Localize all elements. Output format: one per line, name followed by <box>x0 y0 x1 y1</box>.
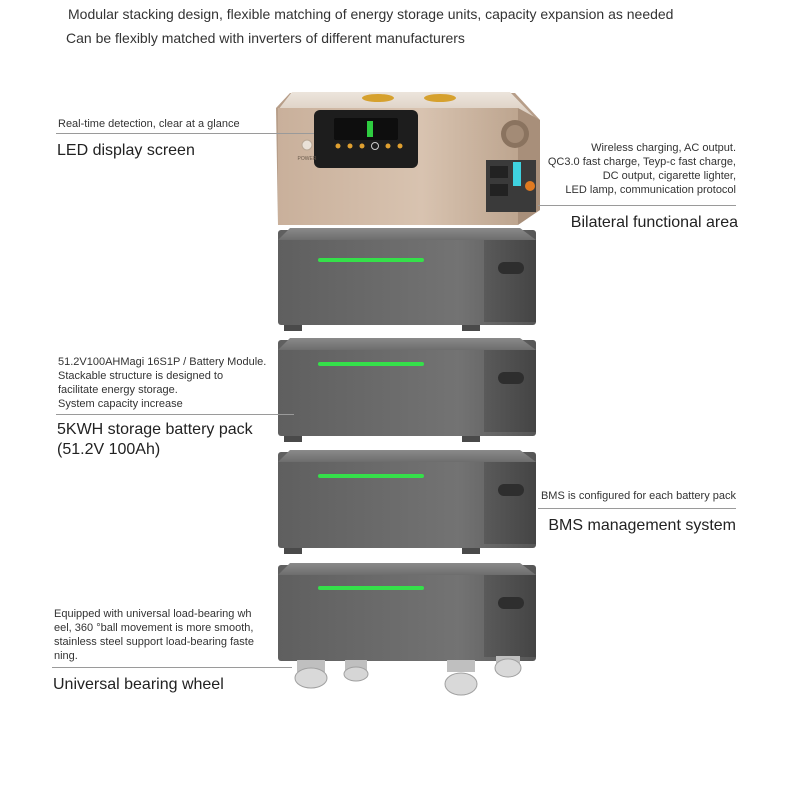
led-callout-detail: Real-time detection, clear at a glance <box>58 118 240 130</box>
battery-callout-detail-4: System capacity increase <box>58 398 183 410</box>
battery-led-indicator <box>318 586 424 590</box>
wheel-callout-detail-1: Equipped with universal load-bearing wh <box>54 608 252 620</box>
wheel-callout-line <box>52 667 292 668</box>
functional-callout-detail-3: DC output, cigarette lighter, <box>602 170 736 182</box>
bms-callout-line <box>538 508 736 509</box>
functional-callout-title: Bilateral functional area <box>570 214 738 231</box>
led-callout-line <box>56 133 314 134</box>
battery-callout-detail-3: facilitate energy storage. <box>58 384 178 396</box>
header-line-2: Can be flexibly matched with inverters of different manufacturers <box>66 30 465 46</box>
battery-led-indicator <box>318 474 424 478</box>
wheel-icon <box>295 656 521 695</box>
wheel-callout-detail-3: stainless steel support load-bearing faste <box>54 636 254 648</box>
functional-callout-detail-4: LED lamp, communication protocol <box>565 184 736 196</box>
battery-led-indicator <box>318 258 424 262</box>
battery-module-1 <box>278 228 536 331</box>
battery-led-indicator <box>318 362 424 366</box>
battery-callout-detail-2: Stackable structure is designed to <box>58 370 224 382</box>
battery-callout-title-2: (51.2V 100Ah) <box>57 441 161 458</box>
led-callout-title: LED display screen <box>57 142 195 159</box>
header-line-1: Modular stacking design, flexible matching of energy storage units, capacity expansion as needed <box>68 6 674 22</box>
battery-callout-detail-1: 51.2V100AHMagi 16S1P / Battery Module. <box>58 356 267 368</box>
bms-callout-title: BMS management system <box>548 517 736 534</box>
battery-callout-line <box>56 414 294 415</box>
led-display-icon <box>367 121 373 137</box>
wheel-callout-title: Universal bearing wheel <box>53 676 224 693</box>
wheel-callout-detail-4: ning. <box>54 650 78 662</box>
power-label: POWER <box>297 156 317 162</box>
functional-callout-detail-1: Wireless charging, AC output. <box>591 142 736 154</box>
functional-callout-line <box>538 205 736 206</box>
bms-callout-detail: BMS is configured for each battery pack <box>540 490 736 502</box>
battery-module-4 <box>278 563 536 661</box>
battery-module-3 <box>278 450 536 554</box>
functional-callout-detail-2: QC3.0 fast charge, Teyp-c fast charge, <box>547 156 736 168</box>
wheel-callout-detail-2: eel, 360 °ball movement is more smooth, <box>54 622 254 634</box>
battery-callout-title-1: 5KWH storage battery pack <box>57 421 253 438</box>
battery-module-2 <box>278 338 536 442</box>
